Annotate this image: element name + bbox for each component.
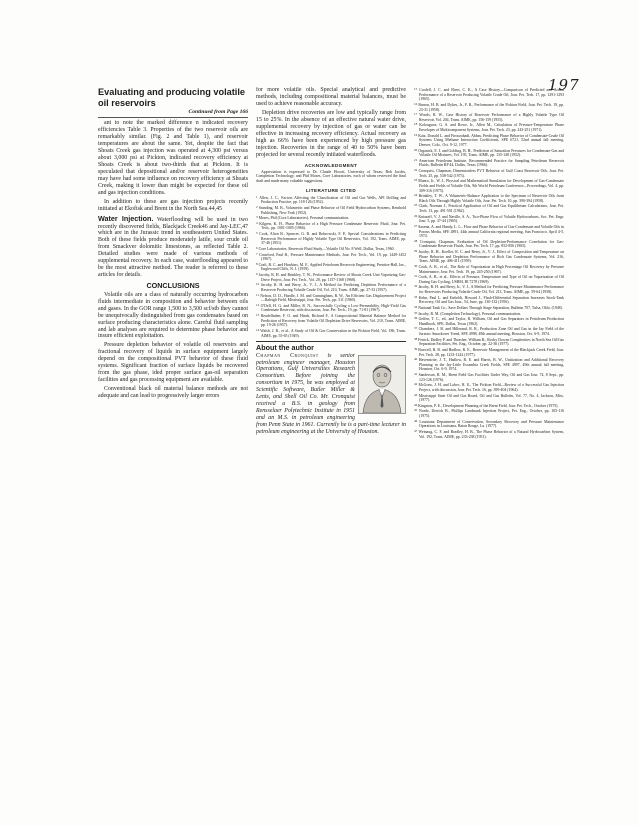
body-paragraph: Depletion drive recoveries are low and typically range from 15 to 25%. In the absence of an effective natural water drive, supplemental recovery by injection of gas or water can be effective in increasing recovery efficiency. Actual recovery as high as 66% have been experienced by high pressure gas injection. Recoveries in the range of 40 to 50% have been projected for several recently initiated waterfloods.	[256, 109, 406, 158]
reference-item	[414, 382, 564, 392]
reference-text: Cronquist, Chapman, Dimensionless PVT Behavior of Gulf Coast Reservoir Oils, Jour. Pet. Tech. 25, pp. 538-542 (1973).	[418, 169, 564, 178]
reference-text: Munro, Jr., W. J., Physical and Mathematical Simulation for Development of Gas-Condensate Fields and Fields of Volatile Oils, 9th World Petroleum Conference—Proceedings, Vol. 4, pp. 309-316 (1975).	[418, 179, 564, 193]
reference-text: Nelson, D. D., Hurdle, J. M. and Cunningham, R. W., An Efficient Gas Displacement Project—Raleigh Field, Mississippi, Jour. Pet. Tech., pp. 311 (1960).	[260, 293, 406, 303]
reference-text: Barron, H. B. and Dykes, Jr., F. R., Performance of the Pickton Field, Jour. Pet. Tech. 19, pp. 23-31 (1958).	[418, 102, 564, 112]
reference-text: Moses, Phil (Core Laboratories), Personal communication.	[258, 216, 350, 221]
reference-item	[256, 205, 406, 215]
reference-item	[414, 419, 564, 429]
reference-number: 42	[414, 382, 418, 387]
page-number: 197	[548, 76, 580, 94]
reference-item	[414, 214, 564, 224]
reference-item	[414, 224, 564, 239]
reference-item	[414, 158, 564, 168]
reference-number: 18	[414, 122, 418, 127]
reference-number: 5	[256, 231, 258, 236]
reference-item	[256, 303, 406, 313]
reference-number: 41	[414, 372, 418, 376]
reference-number: 37	[414, 326, 418, 331]
column-left	[98, 87, 248, 715]
reference-text: Nordz, Derrick B., Phillips Landmark Injection Project, Pet. Eng., October, pp. 105-116 (1975).	[419, 409, 564, 418]
reference-text: National Tank Co., Save Dollars Through Stage Separation, Bulletin 707, Tulsa, Okla. (1948).	[418, 305, 563, 310]
reference-text: Craft, B. C. and Hawkins, M. F., Applied Petroleum Reservoir Engineering, Prentice-Hall, Inc., Englewood Cliffs, N. J. (1959).	[258, 262, 406, 272]
reference-number: 35	[414, 310, 418, 315]
reference-text: Brinkley, T. W., A Volumetric-Balance Application to the Spectrum of Reservoir Oils from Black Oils Through Highly Volatile Oils, Jour. Pet. Tech. 10, pp. 390-394 (1958).	[418, 194, 564, 203]
author-name: Chapman Cronquist	[256, 352, 319, 359]
reference-item	[414, 193, 564, 203]
reference-text: Fenick, Dudley P. and Thrasher, William R., Rocky Downs Complexities in North Sea Oil/Gas Separation Facilities, Pet. Eng., October, pp. 22-36 (1977).	[418, 337, 564, 347]
reference-item	[414, 148, 564, 158]
reference-number: 12	[256, 302, 260, 307]
reference-item	[414, 295, 564, 305]
reference-item	[256, 246, 406, 252]
reference-item	[414, 372, 564, 382]
acknowledgment-text: Appreciation is expressed to Dr. Claude Hocott, University of Texas; Bob Jacobs, Completion Technology, and Phil Moses, Core Laboratories, each of whom reviewed the final draft and made many valuable suggestions.	[256, 169, 406, 183]
reference-item	[256, 282, 406, 292]
reference-number: 29	[414, 249, 418, 253]
reference-number: 25	[414, 203, 418, 208]
reference-number: 7	[256, 251, 258, 256]
reference-number: 20	[414, 147, 418, 152]
reference-text: McGraw, J. H. and Lohec, R. E., The Pickton Field—Review of a Successful Gas Injection Project, with discussion, Jour. Pet. Tech. 16, pp. 399-404 (1964).	[418, 383, 564, 392]
reference-number: 1	[256, 194, 258, 199]
reference-number: 17	[414, 112, 418, 117]
reference-item	[414, 178, 564, 193]
reference-number: 11	[256, 292, 260, 297]
reference-item	[256, 293, 406, 303]
reference-text: Organick, E. I. and Golding, B. H., Prediction of Saturation Pressures for Condensate-Gas and Volatile Oil Mixtures, Vol. 195, Trans. AIME, pp. 135-148 (1952).	[418, 148, 564, 158]
article-headline: Evaluating and producing volatile oil reservoirs	[98, 87, 246, 108]
reference-text: Reudelhuber, F. O. and Hinds, Richard F., A Compositional Material Balance Method for Prediction of Recovery from Volatile Oil Depletion Drive Reservoirs, Vol. 210, Trans. AIME, pp. 19-26 (1957).	[260, 314, 406, 328]
reference-item	[414, 112, 564, 122]
reference-item	[256, 313, 406, 328]
reference-item	[414, 122, 564, 132]
reference-text: Katz, Donald L. and Firoozabadi, Abbas, Predicting Phase Behavior of Condensate-Crude Oil Systems Using Methane Interaction Coefficients, SPE 6721, 52nd annual fall meeting, Denver, Colo., Oct. 9-12, 1977.	[418, 133, 564, 147]
reference-number: 30	[414, 263, 418, 268]
reference-number: 4	[256, 220, 258, 225]
reference-text: Clark, Norman J., Practical Application of Oil and Gas Equilibrium Calculations, Jour. Pet. Tech. 13, pp. 491-501 (1962).	[418, 204, 564, 213]
reference-text: Chambers, J. B. and Hillerand, R. R., Production Zone Oil and Gas in the Jay Field of the Jurassic Smackover Trend, SPE 4998, 49th annual meeting, Houston, Oct. 6-9, 1974.	[418, 327, 564, 336]
reference-text: American Petroleum Institute, Recommended Practice for Sampling Petroleum Reservoir Fluids, Bulletin RP 44, Dallas, Texas (1966).	[418, 158, 564, 168]
reference-text: Kilgren, K. H., Phase Behavior of a High Pressure Condensate Reservoir Fluid, Jour. Pet. Tech., pp. 1001-1005 (1966).	[259, 221, 406, 231]
reference-text: Kniazeff, V. J. and Naville, S. A., Two-Phase Flow of Volatile Hydrocarbons, Soc. Pet. Engr. Jour. 5, pp. 37-44 (1965).	[418, 214, 564, 224]
acknowledgment-heading: ACKNOWLEDGMENT	[304, 162, 358, 168]
body-paragraph: Volatile oils are a class of naturally occurring hydrocarbon fluids intermediate in composition and behavior between oils and gases. In the GOR range 1,500 to 3,500 scf/stb they cannot be unequivocally distinguished from gas condensates based on surface producing characteristics alone. Careful fluid sampling and lab analyses are required to determine phase behavior and insure efficient exploitation.	[98, 291, 248, 340]
water-injection-text: Waterflooding will be used in two recently discovered fields, Blackjack Creek46 and Jay-LEC,47 which are in the Jurassic trend in southeastern United States. Both of these fields produce moderately latile, sour crude oil from Smackver dolomitic limestones, as reflected Table 2. Detailed studies were made of various methods of supplemental recovery. In each case, waterflooding appeared to be the most attractive method. The reader is referred to these articles for details.	[98, 216, 248, 279]
reference-text: Kingston, P. E., Development Planning of the Brent Field, Jour. Pet. Tech., October (1975).	[418, 403, 559, 408]
reference-text: Standing, M. B., Volumetric and Phase Behavior of Oil Field Hydrocarbon Systems, Reinhold Publishing, New York (1952).	[258, 205, 406, 215]
reference-item	[414, 168, 564, 178]
reference-number: 8	[256, 261, 258, 266]
reference-number: 10	[256, 282, 260, 287]
reference-number: 15	[414, 87, 418, 91]
reference-text: Kehn, Paul L. and Enfieldt, Howard J., Flash-Differential Separation Increases Stock-Tank Recovery, Oil and Gas Jour., 54, June, pp. 130-132 (1956).	[418, 295, 564, 305]
reference-text: Havenstrite, J. T., Hadlow, R. E. and Harris, B. W., Unitization and Additional Recovery Planning in the Jay-Little Escambia Creek Fields, SPE 4997, 49th annual fall meeting, Houston, Oct. 6-9, 1974.	[418, 358, 564, 372]
reference-item	[256, 231, 406, 246]
reference-text: Geffen, T. C., ed., and Taylor, R. William, Oil and Gas Separators in Petroleum Production Handbook, SPE, Dallas, Texas (1962).	[418, 317, 564, 326]
reference-number: 27	[414, 223, 418, 228]
reference-text: Cook, Alton B., Spencer, G. B. and Bobrowski, F. P., Special Considerations in Predicting Reservoir Performance of Highly Volatile Type Oil Reservoirs, Vol. 192, Trans. AIME, pp. 37-46 (1951).	[259, 232, 406, 246]
reference-number: 44	[414, 402, 418, 407]
reference-text: Saxena, A. and Handy, L. L., Flow and Phase Behavior of Gas-Condensate and Volatile Oils in Porous Media, SPE 4891, 44th annual California regional meeting, San Francisco, April 4-5, 1974.	[418, 224, 564, 239]
reference-number: 14	[256, 327, 260, 332]
reference-item	[414, 249, 564, 264]
reference-item	[414, 429, 564, 439]
reference-text: Burwell, R. B. and Hadlow, R. E., Reservoir Management of the Blackjack Creek Field, Jour. Pet. Tech. 28, pp. 1233-1242 (1977).	[418, 347, 564, 357]
reference-text: Jacoby, R. H., Koeller, R. C. and Berry, Jr., V. J., Effect of Composition and Temperature on Phase Behavior and Depletion Performance of Rich Gas Condensate Systems, Vol. 216, Trans. AIME, pp. 406-411 (1959).	[418, 250, 564, 264]
reference-number: 33	[414, 294, 418, 299]
author-bio-text: is senior petroleum engineer manager, Houston Operations, Gulf Universities Research Consortium. Before joining the consortium in 1975, he was employed at Scientific Software, Butler Miller & Lents, and Shell Oil Co. Mr. Cronquist received a B.S. in geology from Rensselaer Polytechnic Institute in 1951 and an M.S. in petroleum engineering from Penn State in 1961. Currently he is a part-time lecturer in petroleum engineering at the University of Houston.	[256, 352, 406, 436]
reference-number: 46	[414, 418, 418, 423]
reference-item	[256, 221, 406, 231]
reference-number: 16	[414, 101, 418, 106]
reference-number: 3	[256, 215, 258, 220]
reference-number: 34	[414, 304, 418, 309]
author-photo	[358, 355, 406, 414]
reference-number: 31	[414, 274, 418, 279]
reference-item	[414, 87, 564, 102]
reference-item	[256, 195, 406, 205]
reference-text: Louisiana Department of Conservation, Secondary Recovery and Pressure Maintenance Operations in Louisiana, Baton Rouge, La. (1977).	[419, 419, 564, 429]
reference-list-continued	[414, 87, 564, 439]
reference-number: 45	[414, 408, 418, 413]
reference-item	[414, 133, 564, 148]
reference-list	[256, 195, 406, 339]
body-paragraph: Pressure depletion behavior of volatile oil reservoirs and fractional recovery of liquids in surface equipment largely depend on the compositional PVT behavior of these fluid systems. Significant fraction of surface liquids be recovered from the gas phase, ided proper surface gas-oil separation facilities and gas processing equipment are available.	[98, 342, 248, 384]
reference-item	[414, 284, 564, 294]
reference-item	[414, 393, 564, 403]
reference-item	[414, 326, 564, 336]
reference-item	[414, 274, 564, 284]
reference-text: Weinaug, C. F. and Bradley, H. B., The Phase Behavior of a Natural Hydrocarbon System, Vol. 192, Trans. AIME, pp. 233-238 (1951).	[418, 429, 564, 439]
continued-note: Continued from Page 166	[98, 109, 248, 118]
body-paragraph	[98, 215, 248, 280]
reference-item	[414, 203, 564, 213]
reference-number: 6	[256, 245, 258, 250]
reference-text: Woods, R. W., Case History of Reservoir Performance of a Highly Volatile Type Oil Reservoir, Vol. 204, Trans. AIME, pp. 156-159 (1955).	[419, 113, 564, 122]
reference-text: Jacoby, R. M. (Completion Technology), Personal communication.	[418, 311, 522, 316]
reference-text: Crawford, Paul B., Pressure Maintenance Methods, Jour. Pet. Tech., Vol. 19, pp. 1449-1452 (1967).	[259, 252, 406, 262]
reference-text: Cordell, J. C. and Ebert, C. K., A Case History—Comparison of Predicted and Actual Performance of a Reservoir Producing Volatile Crude Oil, Jour. Pet. Tech. 17, pp. 1291-1293 (1965).	[419, 88, 564, 102]
reference-item	[256, 328, 406, 338]
reference-number: 26	[414, 213, 418, 218]
reference-number: 22	[414, 168, 418, 172]
reference-number: 32	[414, 284, 418, 289]
reference-text: Allen, J. C., Factors Affecting the Classification of Oil and Gas Wells, API Drilling and Production Practice, pp. 118-126 (1952).	[259, 195, 406, 205]
reference-item	[414, 102, 564, 112]
reference-number: 39	[414, 346, 418, 351]
column-middle	[256, 87, 406, 715]
reference-number: 13	[256, 313, 260, 318]
reference-text: Cronquist, Chapman, Evaluation of Oil Depletion-Performance Correlation for Gas-Condensate Reservoir Fluids, Jour. Pet. Tech. 17, pp. 852-856 (1965).	[419, 239, 564, 249]
section-heading-conclusions: CONCLUSIONS	[146, 281, 200, 291]
body-paragraph: for more volatile oils. Special analytical and predictive methods, including compositional material balances, must be used to achieve reasonable accuracy.	[256, 87, 406, 107]
reference-text: Core Laboratories, Reservoir Fluid Study—Volatile Oil No. 8 Well, Dallas, Texas, 1960.	[258, 246, 395, 251]
body-paragraph: ant to note the marked difference n indicated recovery efficiencies Table 3. Properties of the two reservoir oils are remarkably similar. (Fig. 2 and Table 1), and reservoir temperatures are about the same. Yet, despite the fact that Shoats Creek gas injection was operated at 4,300 psi versus about 3,000 psi at Pickton, indicated recovery efficiency at Shoats Creek is about two-thirds that at Pickton. It is speculated that depositional and/or reservoir heterogeneities may have had some influence on recovery efficiency at Shoats Creek, making it lower than might be expected for these oil and gas injection conditions.	[98, 120, 248, 196]
body-paragraph: In addition to these are gas injection projects recently initiated at Ekofisk and Brent in the North Sea.44,45	[98, 198, 248, 212]
reference-item	[414, 357, 564, 372]
reference-text: Walsh, J. R., et al., A Study of Oil & Gas Conservation in the Pickton Field, Vol. 186, Trans. AIME, pp. 55-65 (1949).	[260, 328, 406, 338]
reference-number: 9	[256, 272, 258, 277]
reference-number: 36	[414, 316, 418, 321]
reference-item	[414, 239, 564, 249]
reference-text: Jacoby, R. H. and Berry, Jr., V. J., A Method for Predicting Depletion Performance of a Reservoir Producing Volatile Crude Oil, Vol. 210, Trans. AIME, pp. 27-33 (1957).	[260, 283, 406, 292]
reference-item	[256, 262, 406, 272]
reference-number: 2	[256, 204, 258, 209]
reference-number: 23	[414, 178, 418, 183]
about-author-heading: About the author	[256, 341, 406, 352]
reference-number: 43	[414, 392, 418, 397]
reference-number: 28	[414, 238, 418, 243]
reference-number: 24	[414, 193, 418, 198]
reference-number: 38	[414, 336, 418, 341]
literature-cited-heading: LITERATURE CITED	[305, 187, 357, 193]
reference-text: O'Dell, H. G. and Miller, R. N., Successfully Cycling a Low-Permeability, High-Yield Gas Condensate Reservoir, with discussion, Jour. Pet. Tech., 19, pp. 71-81 (1967).	[260, 303, 406, 313]
reference-text: Jacoby, R. H. and Berry, Jr., V. J., A Method for Predicting Pressure Maintenance Performance for Reservoirs Producing Volatile Crude Oil, Vol. 213, Trans. AIME, pp. 59-64 (1958).	[418, 285, 564, 294]
reference-item	[414, 316, 564, 326]
reference-number: 21	[414, 157, 418, 162]
reference-text: Cook, A. B., et al., The Role of Vaporization in High Percentage Oil Recovery by Pressure Maintenance, Jour. Pet. Tech. 19, pp. 245-250 (1967).	[418, 264, 564, 274]
reference-text: Sanderson, B. M., Brent Field Gas Facilities Under Way, Oil and Gas Jour. 74, 8 Sept., pp. 123-126 (1976).	[418, 373, 564, 382]
reference-text: Mississippi State Oil and Gas Board, Oil and Gas Bulletin, Vol. 77, No. 4, Jackson, Miss. (1977).	[418, 393, 564, 403]
reference-item	[414, 264, 564, 274]
section-heading-water-injection: Water Injection.	[98, 213, 154, 223]
reference-item	[256, 252, 406, 262]
about-author-box	[256, 353, 406, 436]
reference-item	[414, 305, 564, 311]
reference-number: 47	[414, 428, 418, 433]
body-paragraph: Conventional black oil material balance methods are not adequate and can lead to progressively larger errors	[98, 386, 248, 400]
reference-text: Jacoby, R. H. and Brinkley, T. W., Performance Review of Shoats Creek Unit Vaporizing Gas-Drive Project, Jour. Pet. Tech., Vol. 20, pp. 1157-1168 (1968).	[258, 273, 406, 282]
page-edge-shadow	[622, 130, 630, 690]
reference-text: Kolouguva, G. S. and Rowe, Jr., Allen M., Calculation of Pressure-Temperature Phase Envelopes of Multicomponent Systems, Jour. Pet. Tech. 23, pp. 243-251 (1971).	[419, 123, 564, 132]
reference-item	[414, 408, 564, 418]
column-right	[414, 87, 564, 719]
reference-text: Cook, A. B., et al., Effects of Pressure, Temperature and Type of Oil on Vaporization of Oil During Gas Cycling, USBM, RI 7278 (1969).	[418, 275, 564, 284]
reference-number: 19	[414, 132, 418, 137]
reference-item	[414, 337, 564, 347]
reference-item	[256, 272, 406, 282]
reference-item	[414, 347, 564, 357]
reference-number: 40	[414, 357, 418, 362]
